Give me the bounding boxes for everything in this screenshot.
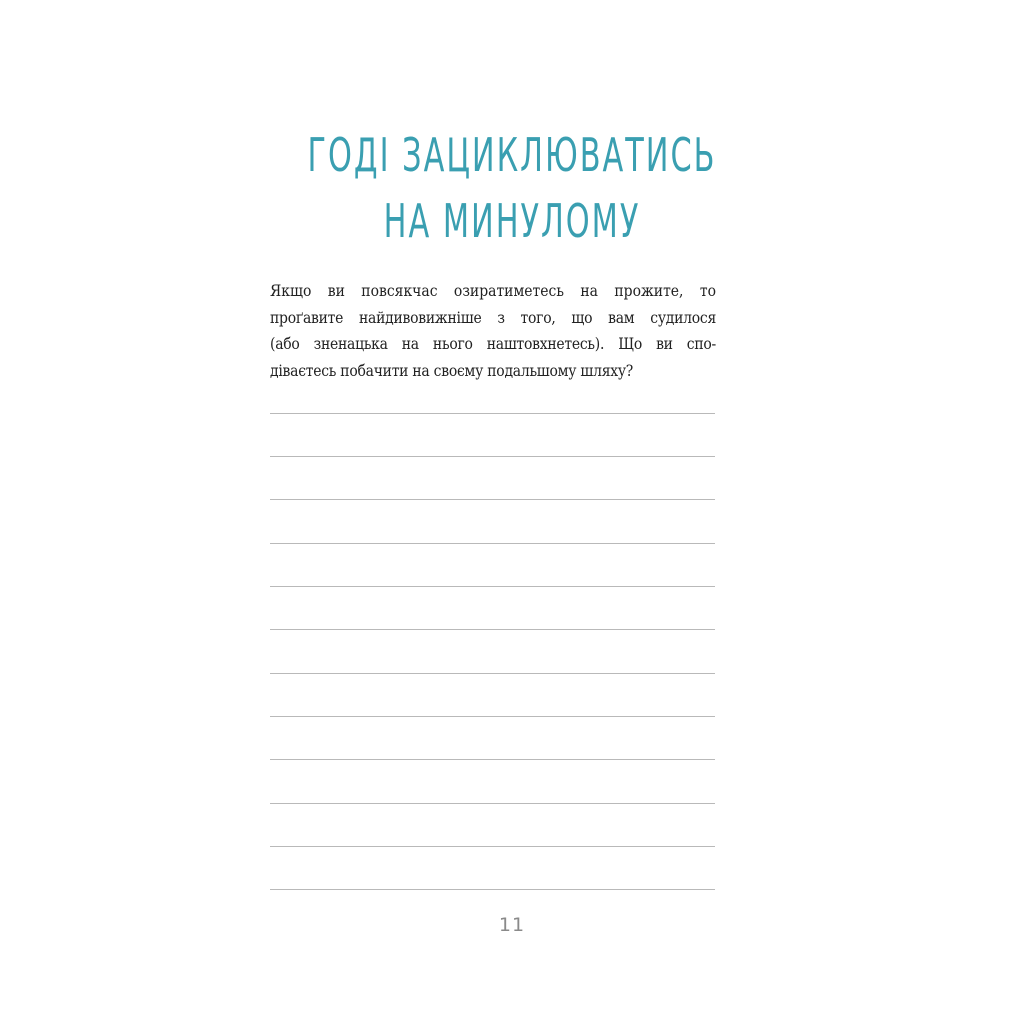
writing-line[interactable] — [270, 716, 715, 717]
title-line-2: НА МИНУЛОМУ — [383, 194, 641, 248]
writing-line[interactable] — [270, 803, 715, 804]
page-number: 11 — [498, 914, 526, 936]
page-title — [0, 122, 1024, 254]
writing-line[interactable] — [270, 629, 715, 630]
writing-line[interactable] — [270, 499, 715, 500]
prompt-paragraph — [270, 278, 716, 384]
writing-line[interactable] — [270, 413, 715, 414]
writing-line[interactable] — [270, 759, 715, 760]
writing-line[interactable] — [270, 456, 715, 457]
paragraph-line-2: проґавите найдивовижніше з того, що вам судилося — [270, 308, 716, 327]
writing-line[interactable] — [270, 543, 715, 544]
writing-line[interactable] — [270, 846, 715, 847]
writing-line[interactable] — [270, 586, 715, 587]
paragraph-line-3: (або зненацька на нього наштовхнетесь). Що ви спо- — [270, 335, 716, 353]
writing-line[interactable] — [270, 673, 715, 674]
paragraph-line-4: діваєтесь побачити на своєму подальшому шляху? — [270, 361, 634, 380]
paragraph-line-1: Якщо ви повсякчас озиратиметесь на прожите, то — [270, 282, 716, 300]
title-line-1: ГОДІ ЗАЦИКЛЮВАТИСЬ — [307, 128, 717, 182]
writing-line[interactable] — [270, 889, 715, 890]
